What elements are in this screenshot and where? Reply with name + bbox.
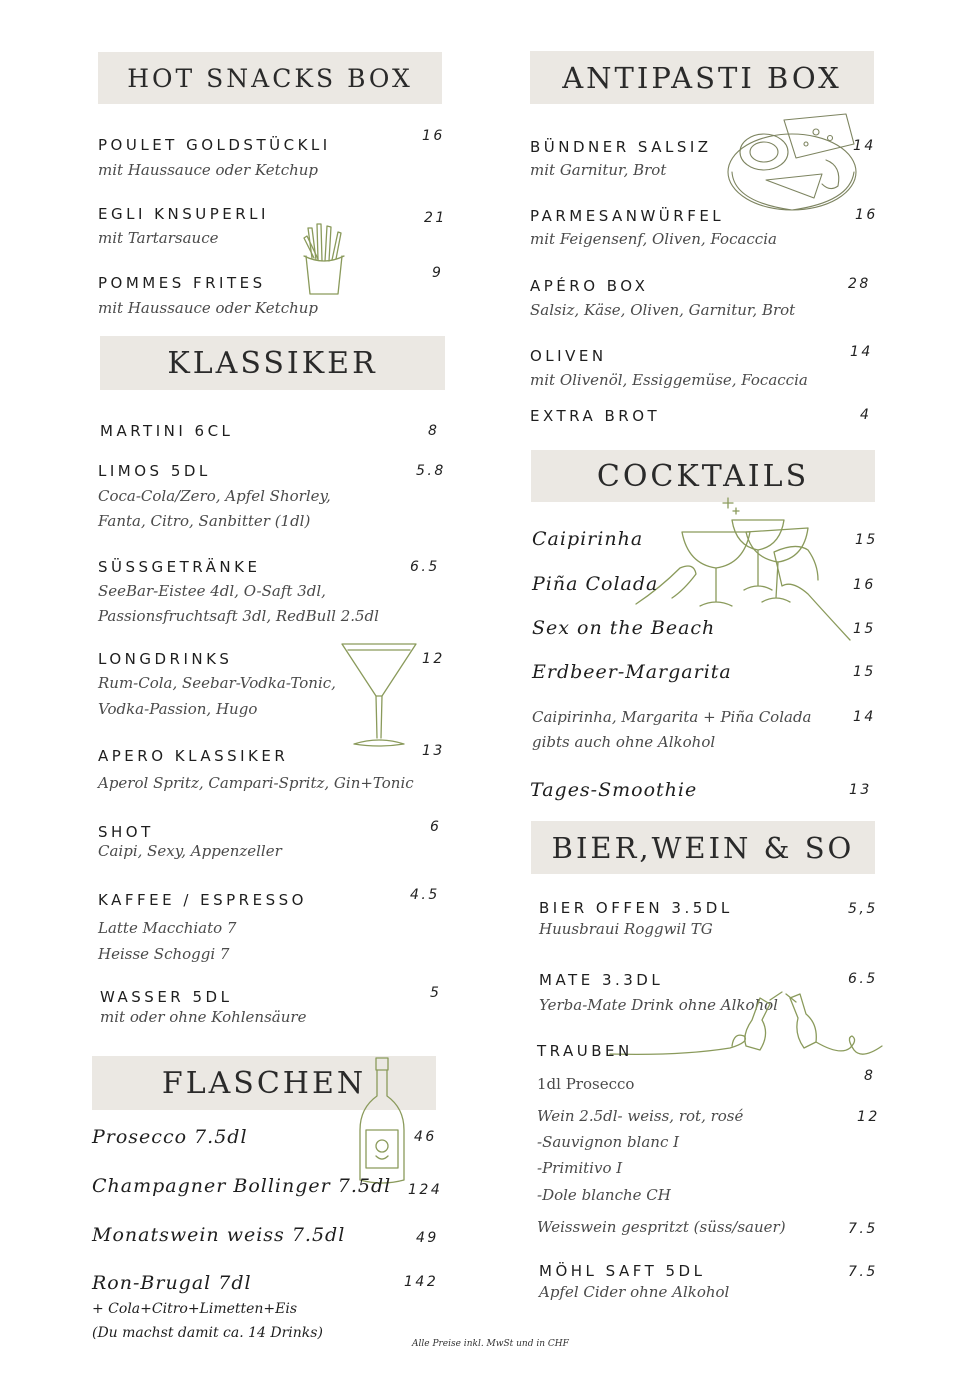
- bottle-name: Monatswein weiss 7.5dl: [92, 1224, 346, 1246]
- trauben-gespritzt: Weisswein gespritzt (süss/sauer): [537, 1218, 786, 1236]
- item-price: 14: [850, 344, 873, 360]
- smoothie-price: 13: [849, 782, 872, 798]
- item-desc: Apfel Cider ohne Alkohol: [539, 1283, 730, 1301]
- wine-sort: -Sauvignon blanc I: [537, 1133, 680, 1151]
- bottle-price: 49: [416, 1230, 439, 1246]
- item-price: 4: [860, 407, 872, 423]
- item-desc: Huusbraui Roggwil TG: [539, 920, 713, 938]
- item-name: EGLI KNSUPERLI: [98, 205, 269, 223]
- section-header-hot-snacks: HOT SNACKS BOX: [98, 52, 442, 104]
- item-desc: mit Olivenöl, Essiggemüse, Focaccia: [530, 371, 808, 389]
- item-name: SÜSSGETRÄNKE: [98, 558, 261, 576]
- item-name: KAFFEE / ESPRESSO: [98, 891, 307, 909]
- item-desc: Aperol Spritz, Campari-Spritz, Gin+Tonic: [98, 774, 414, 792]
- item-name: EXTRA BROT: [530, 407, 661, 425]
- item-price: 8: [428, 423, 440, 439]
- item-desc: Passionsfruchtsaft 3dl, RedBull 2.5dl: [98, 607, 379, 625]
- virgin-price: 14: [853, 709, 876, 725]
- section-header-antipasti: ANTIPASTI BOX: [530, 51, 874, 104]
- item-price: 6.5: [848, 971, 878, 987]
- item-desc: Fanta, Citro, Sanbitter (1dl): [98, 512, 311, 530]
- fries-icon: [296, 220, 352, 296]
- item-name: LIMOS 5DL: [98, 462, 211, 480]
- item-desc: SeeBar-Eistee 4dl, O-Saft 3dl,: [98, 582, 326, 600]
- item-name: APERO KLASSIKER: [98, 747, 289, 765]
- virgin-note: Caipirinha, Margarita + Piña Colada: [532, 708, 812, 726]
- cocktail-name: Caipirinha: [532, 528, 644, 550]
- item-price: 5.8: [416, 463, 446, 479]
- item-desc: Rum-Cola, Seebar-Vodka-Tonic,: [98, 674, 336, 692]
- virgin-note: gibts auch ohne Alkohol: [532, 733, 716, 751]
- item-desc: mit Tartarsauce: [98, 229, 219, 247]
- bottle-name: Prosecco 7.5dl: [92, 1126, 248, 1148]
- trauben-wein-price: 12: [857, 1109, 880, 1125]
- item-desc: Salsiz, Käse, Oliven, Garnitur, Brot: [530, 301, 796, 319]
- item-name: POULET GOLDSTÜCKLI: [98, 136, 331, 154]
- trauben-wein: Wein 2.5dl- weiss, rot, rosé: [537, 1107, 744, 1125]
- bottle-price: 142: [404, 1274, 439, 1290]
- section-header-flaschen: FLASCHEN: [92, 1056, 436, 1110]
- item-name: APÉRO BOX: [530, 277, 649, 295]
- item-desc: Vodka-Passion, Hugo: [98, 700, 258, 718]
- item-price: 14: [853, 138, 876, 154]
- bottle-price: 46: [414, 1129, 437, 1145]
- bottle-note: + Cola+Citro+Limetten+Eis: [92, 1301, 298, 1317]
- bottle-name: Ron-Brugal 7dl: [92, 1272, 252, 1294]
- section-header-cocktails: COCKTAILS: [531, 450, 875, 502]
- item-name: BÜNDNER SALSIZ: [530, 138, 712, 156]
- item-desc: mit oder ohne Kohlensäure: [100, 1008, 307, 1026]
- item-price: 5: [430, 985, 442, 1001]
- cocktail-price: 15: [855, 532, 878, 548]
- item-desc: mit Haussauce oder Ketchup: [98, 161, 319, 179]
- item-desc: mit Garnitur, Brot: [530, 161, 667, 179]
- wine-sort: -Dole blanche CH: [537, 1186, 671, 1204]
- item-name: PARMESANWÜRFEL: [530, 207, 725, 225]
- item-price: 6.5: [410, 559, 440, 575]
- item-price: 21: [424, 210, 447, 226]
- smoothie-name: Tages-Smoothie: [530, 779, 698, 801]
- cocktail-price: 15: [853, 621, 876, 637]
- item-price: 28: [848, 276, 871, 292]
- cocktail-price: 16: [853, 577, 876, 593]
- item-desc: Latte Macchiato 7: [98, 919, 237, 937]
- item-desc: mit Haussauce oder Ketchup: [98, 299, 319, 317]
- cocktail-name: Erdbeer-Margarita: [532, 661, 732, 683]
- item-name: MARTINI 6CL: [100, 422, 234, 440]
- item-name: LONGDRINKS: [98, 650, 233, 668]
- bottle-price: 124: [408, 1182, 443, 1198]
- trauben-prosecco-price: 8: [864, 1068, 876, 1084]
- item-price: 12: [422, 651, 445, 667]
- item-name: SHOT: [98, 823, 154, 841]
- item-price: 6: [430, 819, 442, 835]
- cocktail-glass-icon: [340, 636, 418, 748]
- trauben-prosecco: 1dl Prosecco: [537, 1075, 635, 1093]
- item-price: 7.5: [848, 1264, 878, 1280]
- item-desc: Coca-Cola/Zero, Apfel Shorley,: [98, 487, 331, 505]
- item-desc: Yerba-Mate Drink ohne Alkohol: [539, 996, 778, 1014]
- item-desc: Heisse Schoggi 7: [98, 945, 230, 963]
- cheers-bottles-icon: [610, 990, 882, 1072]
- cocktail-name: Piña Colada: [532, 573, 659, 595]
- item-desc: Caipi, Sexy, Appenzeller: [98, 842, 282, 860]
- wine-sort: -Primitivo I: [537, 1159, 623, 1177]
- trauben-heading: TRAUBEN: [537, 1042, 633, 1060]
- cocktail-name: Sex on the Beach: [532, 617, 716, 639]
- cocktail-price: 15: [853, 664, 876, 680]
- section-header-bier-wein: BIER,WEIN & SO: [531, 821, 875, 874]
- item-desc: mit Feigensenf, Oliven, Focaccia: [530, 230, 777, 248]
- item-price: 16: [422, 128, 445, 144]
- bottle-note: (Du machst damit ca. 14 Drinks): [92, 1325, 323, 1341]
- item-price: 16: [855, 207, 878, 223]
- item-price: 4.5: [410, 887, 440, 903]
- trauben-gespritzt-price: 7.5: [848, 1221, 878, 1237]
- antipasti-board-icon: [726, 110, 860, 214]
- item-price: 9: [432, 265, 444, 281]
- item-price: 13: [422, 743, 445, 759]
- item-name: OLIVEN: [530, 347, 607, 365]
- item-price: 5,5: [848, 901, 878, 917]
- champagne-bottle-icon: [356, 1056, 408, 1186]
- item-name: MÖHL SAFT 5DL: [539, 1262, 706, 1280]
- item-name: POMMES FRITES: [98, 274, 266, 292]
- section-header-klassiker: KLASSIKER: [100, 336, 445, 390]
- footer-note: Alle Preise inkl. MwSt und in CHF: [412, 1339, 569, 1349]
- item-name: BIER OFFEN 3.5DL: [539, 899, 733, 917]
- bottle-name: Champagner Bollinger 7.5dl: [92, 1175, 392, 1197]
- item-name: WASSER 5DL: [100, 988, 233, 1006]
- item-name: MATE 3.3DL: [539, 971, 664, 989]
